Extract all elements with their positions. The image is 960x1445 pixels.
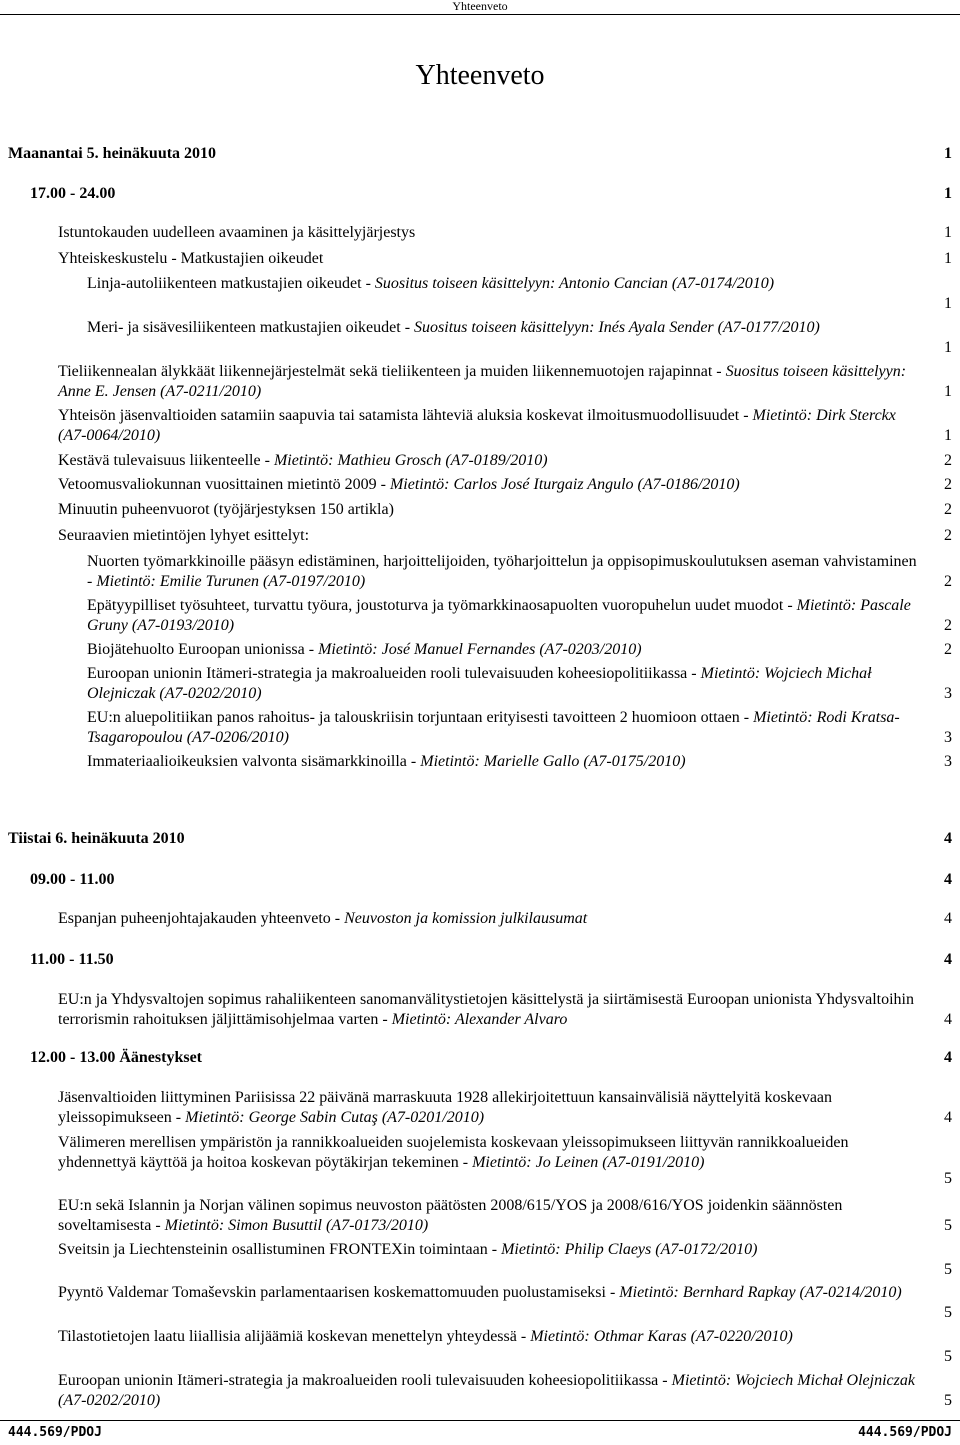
- toc-page-number: 5: [944, 1217, 952, 1234]
- toc-entry-text: 12.00 - 13.00 Äänestykset: [30, 1049, 202, 1066]
- toc-entry-text: EU:n aluepolitiikan panos rahoitus- ja talouskriisin torjuntaan erityisesti tavoitteen 2 huomioon ottaen -: [87, 709, 754, 726]
- toc-entry-text: Seuraavien mietintöjen lyhyet esittelyt:: [58, 527, 310, 544]
- toc-entry-text: Tiistai 6. heinäkuuta 2010: [8, 830, 185, 847]
- toc-page-number: 2: [944, 501, 952, 518]
- toc-entry-text: Linja-autoliikenteen matkustajien oikeudet -: [87, 275, 375, 292]
- toc-page-number: 5: [944, 1392, 952, 1409]
- toc-page-number: 1: [944, 295, 952, 312]
- toc-page-number: 4: [944, 830, 952, 847]
- toc-page-number: 5: [944, 1304, 952, 1321]
- toc-entry-text: Espanjan puheenjohtajakauden yhteenveto -: [58, 910, 345, 927]
- toc-entry[interactable]: [0, 909, 960, 929]
- running-header: Yhteenveto: [0, 0, 960, 15]
- toc-entry[interactable]: [0, 318, 960, 358]
- toc-entry[interactable]: [0, 752, 960, 772]
- toc-entry-text: Sveitsin ja Liechtensteinin osallistuminen FRONTEXin toimintaan -: [58, 1241, 502, 1258]
- toc-entry[interactable]: [0, 1240, 960, 1280]
- toc-page-number: 5: [944, 1170, 952, 1187]
- toc-entry[interactable]: [0, 223, 960, 243]
- page-footer: [0, 1420, 960, 1445]
- toc-entry-text: Pyyntö Valdemar Tomaševskin parlamentaarisen koskemattomuuden puolustamiseksi -: [58, 1284, 620, 1301]
- toc-entry-text: Istuntokauden uudelleen avaaminen ja käsittelyjärjestys: [58, 224, 416, 241]
- toc-page-number: 1: [944, 427, 952, 444]
- toc-time-heading[interactable]: [0, 950, 960, 970]
- toc-entry-text: Nuorten työmarkkinoille pääsyn edistäminen, harjoittelijoiden, työharjoittelun ja oppisopimuskoulutuksen aseman vahvistaminen -: [87, 553, 917, 590]
- toc-entry-text: Välimeren merellisen ympäristön ja rannikkoalueiden suojelemista koskevaan yleissopimukseen liittyvän rannikkoalueiden yhdennettyä käyttöä ja hoitoa koskevan pöytäkirjan tekeminen -: [58, 1134, 849, 1171]
- toc-entry-text: 17.00 - 24.00: [30, 185, 116, 202]
- toc-page-number: 2: [944, 573, 952, 590]
- toc-entry-author: Mietintö: Carlos José Iturgaiz Angulo (A7-0186/2010): [389, 476, 740, 493]
- toc-page-number: 4: [944, 871, 952, 888]
- toc-entry-text: Meri- ja sisävesiliikenteen matkustajien oikeudet -: [87, 319, 415, 336]
- toc-entry-author: Mietintö: Jo Leinen (A7-0191/2010): [472, 1154, 705, 1171]
- toc-entry-author: Mietintö: George Sabin Cutaş (A7-0201/2010): [185, 1109, 485, 1126]
- toc-entry-text: Minuutin puheenvuorot (työjärjestyksen 150 artikla): [58, 501, 394, 518]
- toc-entry-author: Neuvoston ja komission julkilausumat: [344, 910, 588, 927]
- toc-entry[interactable]: [0, 451, 960, 471]
- toc-page-number: 4: [944, 951, 952, 968]
- toc-entry[interactable]: [0, 990, 960, 1030]
- toc-entry-text: Maanantai 5. heinäkuuta 2010: [8, 145, 217, 162]
- toc-entry-text: Vetoomusvaliokunnan vuosittainen mietintö 2009 -: [58, 476, 390, 493]
- toc-entry[interactable]: [0, 249, 960, 269]
- toc-page-number: 3: [944, 685, 952, 702]
- toc-entry-text: Biojätehuolto Euroopan unionissa -: [87, 641, 319, 658]
- toc-entry-text: Kestävä tulevaisuus liikenteelle -: [58, 452, 274, 469]
- toc-entry-text: 11.00 - 11.50: [30, 951, 114, 968]
- toc-entry-author: Suositus toiseen käsittelyyn: Antonio Cancian (A7-0174/2010): [374, 275, 775, 292]
- toc-page-number: 5: [944, 1261, 952, 1278]
- toc-entry-author: Mietintö: José Manuel Fernandes (A7-0203/2010): [318, 641, 642, 658]
- toc-entry-author: Suositus toiseen käsittelyyn: Anne E. Jensen (A7-0211/2010): [58, 363, 907, 400]
- toc-entry[interactable]: [0, 500, 960, 520]
- toc-page-number: 2: [944, 617, 952, 634]
- toc-entry-author: Mietintö: Wojciech Michał Olejniczak (A7-0202/2010): [87, 665, 872, 702]
- toc-page-number: 2: [944, 452, 952, 469]
- toc-entry[interactable]: [0, 552, 960, 592]
- toc-entry[interactable]: [0, 1371, 960, 1411]
- toc-entry[interactable]: [0, 1327, 960, 1367]
- toc-entry[interactable]: [0, 664, 960, 704]
- toc-entry-author: Suositus toiseen käsittelyyn: Inés Ayala Sender (A7-0177/2010): [414, 319, 820, 336]
- toc-entry-text: Euroopan unionin Itämeri-strategia ja makroalueiden rooli tulevaisuuden koheesiopolitiikassa -: [87, 665, 701, 682]
- toc-day-heading[interactable]: [0, 144, 960, 164]
- toc-page-number: 4: [944, 1011, 952, 1028]
- toc-entry-author: Mietintö: Pascale Gruny (A7-0193/2010): [87, 597, 911, 634]
- toc-entry[interactable]: [0, 362, 960, 402]
- toc-page-number: 3: [944, 753, 952, 770]
- toc-entry-author: Mietintö: Philip Claeys (A7-0172/2010): [501, 1241, 758, 1258]
- toc-page-number: 1: [944, 383, 952, 400]
- toc-entry-text: Yhteisön jäsenvaltioiden satamiin saapuvia tai satamista lähteviä aluksia koskevat ilmoitusmuodollisuudet -: [58, 407, 753, 424]
- toc-page-number: 1: [944, 224, 952, 241]
- toc-page-number: 5: [944, 1348, 952, 1365]
- toc-entry-text: Euroopan unionin Itämeri-strategia ja makroalueiden rooli tulevaisuuden koheesiopolitiikassa -: [58, 1372, 672, 1389]
- toc-day-heading[interactable]: [0, 829, 960, 849]
- toc-time-heading[interactable]: [0, 870, 960, 890]
- toc-page-number: 1: [944, 339, 952, 356]
- toc-page-number: 4: [944, 910, 952, 927]
- toc-entry[interactable]: [0, 1133, 960, 1193]
- toc-page-number: 4: [944, 1109, 952, 1126]
- toc-entry-text: Epätyypilliset työsuhteet, turvattu työura, joustoturva ja työmarkkinaosapuolten vuoropuhelun uudet muodot -: [87, 597, 797, 614]
- toc-entry-text: Tilastotietojen laatu liiallisia alijäämiä koskevan menettelyn yhteydessä -: [58, 1328, 531, 1345]
- toc-entry-text: EU:n sekä Islannin ja Norjan välinen sopimus neuvoston päätösten 2008/615/YOS ja 2008/616/YOS joidenkin säännösten soveltamisesta -: [58, 1197, 843, 1234]
- toc-entry-author: Mietintö: Othmar Karas (A7-0220/2010): [530, 1328, 793, 1345]
- toc-entry[interactable]: [0, 406, 960, 446]
- toc-entry-author: Mietintö: Rodi Kratsa-Tsagaropoulou (A7-0206/2010): [87, 709, 900, 746]
- toc-entry-text: Tieliikennealan älykkäät liikennejärjestelmät sekä tieliikenteen ja muiden liikennemuotojen rajapinnat -: [58, 363, 726, 380]
- toc-entry-author: Mietintö: Mathieu Grosch (A7-0189/2010): [273, 452, 548, 469]
- toc-page-number: 3: [944, 729, 952, 746]
- toc-page-number: 2: [944, 527, 952, 544]
- toc-entry[interactable]: [0, 1283, 960, 1323]
- toc-entry[interactable]: [0, 640, 960, 660]
- toc-entry-author: Mietintö: Bernhard Rapkay (A7-0214/2010): [619, 1284, 902, 1301]
- toc-entry-text: Yhteiskeskustelu - Matkustajien oikeudet: [58, 250, 324, 267]
- toc-entry[interactable]: [0, 274, 960, 314]
- toc-page-number: 2: [944, 476, 952, 493]
- toc-entry[interactable]: [0, 526, 960, 546]
- toc-entry-text: EU:n ja Yhdysvaltojen sopimus rahaliikenteen sanomanvälitystietojen käsittelystä ja siirtämisestä Euroopan unionista Yhdysvaltoihin terrorismin rahoituksen jäljittämisohjelmaa varten -: [58, 991, 914, 1028]
- document-title: Yhteenveto: [415, 60, 545, 91]
- toc-entry[interactable]: [0, 475, 960, 495]
- footer-document-code-left: 444.569/PDOJ: [8, 1425, 102, 1440]
- toc-page-number: 1: [944, 250, 952, 267]
- toc-entry-text: Jäsenvaltioiden liittyminen Pariisissa 22 päivänä marraskuuta 1928 allekirjoitettuun kansainvälisiä näyttelyitä koskevaan yleissopimukseen -: [58, 1089, 833, 1126]
- toc-entry-author: Mietintö: Alexander Alvaro: [391, 1011, 568, 1028]
- toc-entry-author: Mietintö: Simon Busuttil (A7-0173/2010): [164, 1217, 429, 1234]
- footer-document-code-right: 444.569/PDOJ: [858, 1425, 952, 1440]
- toc-page-number: 2: [944, 641, 952, 658]
- toc-time-heading[interactable]: [0, 1048, 960, 1068]
- toc-page-number: 1: [944, 185, 952, 202]
- toc-page-number: 4: [944, 1049, 952, 1066]
- toc-entry-author: Mietintö: Wojciech Michał Olejniczak (A7-0202/2010): [58, 1372, 915, 1409]
- toc-entry[interactable]: [0, 708, 960, 748]
- toc-page-number: 1: [944, 145, 952, 162]
- toc-entry-text: Immateriaalioikeuksien valvonta sisämarkkinoilla -: [87, 753, 421, 770]
- toc-entry-author: Mietintö: Marielle Gallo (A7-0175/2010): [420, 753, 686, 770]
- toc-time-heading[interactable]: [0, 184, 960, 204]
- toc-entry-author: Mietintö: Dirk Sterckx (A7-0064/2010): [58, 407, 896, 444]
- toc-entry[interactable]: [0, 1196, 960, 1236]
- toc-entry[interactable]: [0, 1088, 960, 1128]
- toc-entry[interactable]: [0, 596, 960, 636]
- toc-entry-author: Mietintö: Emilie Turunen (A7-0197/2010): [96, 573, 366, 590]
- toc-entry-text: 09.00 - 11.00: [30, 871, 115, 888]
